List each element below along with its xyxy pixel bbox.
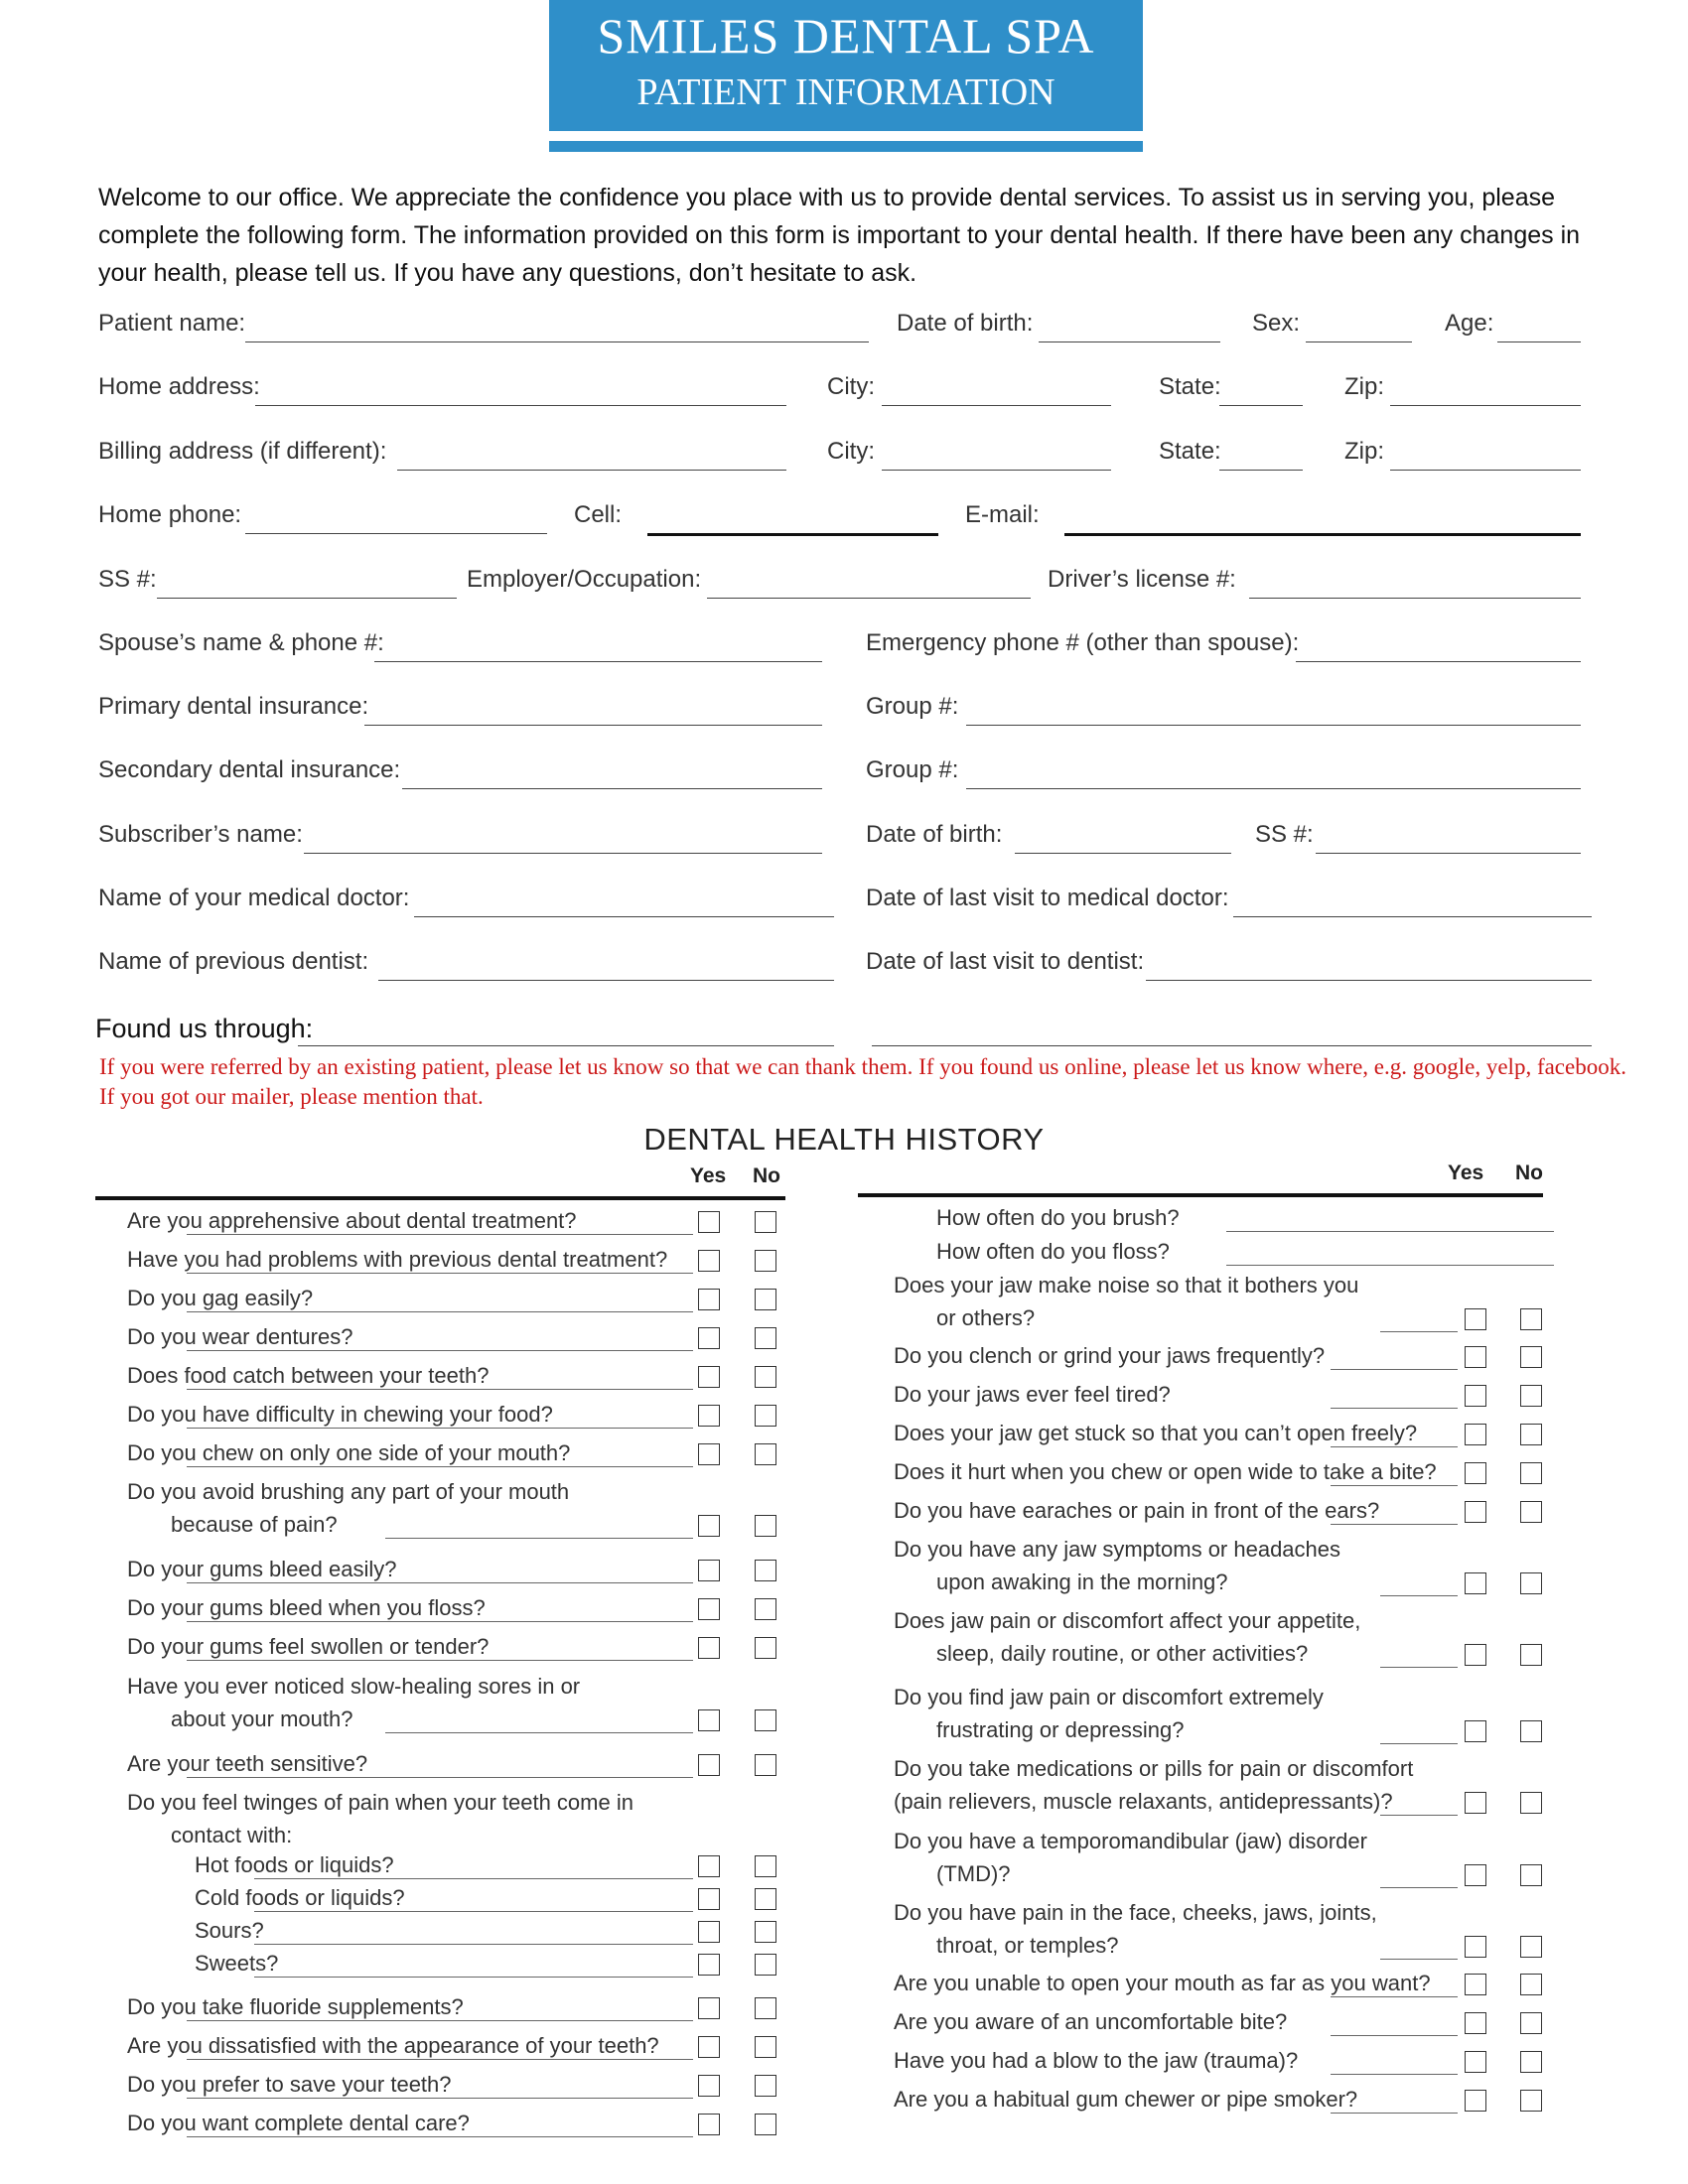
no-checkbox[interactable] xyxy=(1520,1936,1542,1958)
yes-checkbox[interactable] xyxy=(1465,2051,1486,2073)
answer-line xyxy=(187,2059,693,2060)
answer-line xyxy=(187,1660,693,1661)
answer-line xyxy=(187,1273,693,1274)
answer-line xyxy=(1331,2074,1458,2075)
no-checkbox[interactable] xyxy=(755,1754,776,1776)
no-checkbox[interactable] xyxy=(755,1211,776,1233)
question-text: Do you prefer to save your teeth? xyxy=(127,2072,452,2097)
question-text: Do you have pain in the face, cheeks, jaws, joints, xyxy=(894,1900,1377,1925)
billing-zip-input[interactable] xyxy=(1390,470,1581,471)
no-checkbox[interactable] xyxy=(1520,2090,1542,2112)
employer-occupation-input[interactable] xyxy=(707,598,1031,599)
yes-checkbox[interactable] xyxy=(1465,1424,1486,1445)
answer-line xyxy=(187,1350,693,1351)
answer-line xyxy=(254,1944,693,1945)
cell-phone-input[interactable] xyxy=(647,533,938,536)
answer-line xyxy=(187,1389,693,1390)
yes-checkbox[interactable] xyxy=(698,2075,720,2097)
answer-line xyxy=(1331,1996,1458,1997)
found-us-through-label: Found us through: xyxy=(95,1014,314,1043)
question-text: Do your gums bleed easily? xyxy=(127,1557,397,1581)
zip-label: Zip: xyxy=(1344,373,1385,400)
no-checkbox[interactable] xyxy=(755,2036,776,2058)
zip-input[interactable] xyxy=(1390,405,1581,406)
yes-checkbox[interactable] xyxy=(1465,1974,1486,1995)
answer-line xyxy=(1380,1331,1458,1332)
question-text: Have you had a blow to the jaw (trauma)? xyxy=(894,2048,1299,2073)
yes-checkbox[interactable] xyxy=(698,1598,720,1620)
no-checkbox[interactable] xyxy=(755,1921,776,1943)
answer-line xyxy=(1331,1369,1458,1370)
home-address-input[interactable] xyxy=(255,405,786,406)
yes-checkbox[interactable] xyxy=(698,1997,720,2019)
answer-line xyxy=(254,1878,693,1879)
yes-checkbox[interactable] xyxy=(1465,2090,1486,2112)
billing-city-label: City: xyxy=(827,438,875,465)
yes-checkbox[interactable] xyxy=(1465,1936,1486,1958)
right-no-header: No xyxy=(1515,1161,1543,1184)
no-checkbox[interactable] xyxy=(1520,2051,1542,2073)
question-text: Do you feel twinges of pain when your teeth come in xyxy=(127,1790,633,1815)
yes-checkbox[interactable] xyxy=(698,1327,720,1349)
answer-line xyxy=(1380,1887,1458,1888)
yes-checkbox[interactable] xyxy=(698,1855,720,1877)
question-text: Do you have any jaw symptoms or headaches xyxy=(894,1537,1341,1562)
no-checkbox[interactable] xyxy=(1520,1572,1542,1594)
city-input[interactable] xyxy=(882,405,1111,406)
no-checkbox[interactable] xyxy=(755,1598,776,1620)
primary-group-input[interactable] xyxy=(966,725,1581,726)
left-no-header: No xyxy=(753,1164,780,1187)
yes-checkbox[interactable] xyxy=(698,1515,720,1537)
last-medical-visit-input[interactable] xyxy=(1233,916,1592,917)
billing-zip-label: Zip: xyxy=(1344,438,1385,465)
question-text: Sweets? xyxy=(195,1951,279,1976)
question-text: Do you wear dentures? xyxy=(127,1324,353,1349)
question-text-cont: because of pain? xyxy=(171,1512,338,1537)
answer-line xyxy=(1331,2113,1458,2114)
no-checkbox[interactable] xyxy=(755,1289,776,1310)
billing-address-input[interactable] xyxy=(397,470,786,471)
no-checkbox[interactable] xyxy=(1520,1385,1542,1407)
answer-line xyxy=(1331,1446,1458,1447)
no-checkbox[interactable] xyxy=(1520,1424,1542,1445)
question-text-cont: sleep, daily routine, or other activities? xyxy=(936,1641,1309,1666)
no-checkbox[interactable] xyxy=(755,2114,776,2135)
no-checkbox[interactable] xyxy=(755,1515,776,1537)
question-text: Do you have earaches or pain in front of the ears? xyxy=(894,1498,1380,1523)
answer-line xyxy=(187,2098,693,2099)
secondary-insurance-input[interactable] xyxy=(402,788,822,789)
question-text: Do you have difficulty in chewing your food? xyxy=(127,1402,553,1427)
state-input[interactable] xyxy=(1219,405,1303,406)
no-checkbox[interactable] xyxy=(1520,1974,1542,1995)
yes-checkbox[interactable] xyxy=(698,1921,720,1943)
date-of-birth-label: Date of birth: xyxy=(897,310,1034,337)
home-phone-input[interactable] xyxy=(245,533,547,534)
answer-line xyxy=(1380,1667,1458,1668)
subscriber-name-input[interactable] xyxy=(304,853,822,854)
question-text-cont: or others? xyxy=(936,1305,1036,1330)
question-text: Have you had problems with previous dental treatment? xyxy=(127,1247,668,1272)
subscriber-name-label: Subscriber’s name: xyxy=(98,821,303,848)
email-label: E-mail: xyxy=(965,501,1040,528)
right-section-rule xyxy=(858,1193,1543,1197)
question-text-cont: throat, or temples? xyxy=(936,1933,1119,1958)
question-text: Does food catch between your teeth? xyxy=(127,1363,490,1388)
yes-checkbox[interactable] xyxy=(698,1289,720,1310)
question-text: How often do you brush? xyxy=(936,1205,1180,1230)
form-title: PATIENT INFORMATION xyxy=(636,71,1055,113)
home-phone-label: Home phone: xyxy=(98,501,242,528)
question-text: Have you ever noticed slow-healing sores in or xyxy=(127,1674,581,1699)
city-label: City: xyxy=(827,373,875,400)
question-text-cont: (pain relievers, muscle relaxants, antidepressants)? xyxy=(894,1789,1393,1814)
question-text: Cold foods or liquids? xyxy=(195,1885,405,1910)
question-text: Are you dissatisfied with the appearance of your teeth? xyxy=(127,2033,659,2058)
header-rule xyxy=(549,141,1143,152)
answer-line xyxy=(187,1621,693,1622)
yes-checkbox[interactable] xyxy=(698,1888,720,1910)
spouse-name-phone-input[interactable] xyxy=(374,661,822,662)
email-input[interactable] xyxy=(1064,533,1581,536)
answer-line xyxy=(1380,1959,1458,1960)
yes-checkbox[interactable] xyxy=(698,2114,720,2135)
yes-checkbox[interactable] xyxy=(1465,1572,1486,1594)
section-title: DENTAL HEALTH HISTORY xyxy=(643,1122,1045,1157)
question-text: Are you a habitual gum chewer or pipe smoker? xyxy=(894,2087,1358,2112)
no-checkbox[interactable] xyxy=(755,1443,776,1465)
secondary-group-input[interactable] xyxy=(966,788,1581,789)
no-checkbox[interactable] xyxy=(755,1366,776,1388)
header-banner xyxy=(549,0,1143,131)
no-checkbox[interactable] xyxy=(1520,1864,1542,1886)
no-checkbox[interactable] xyxy=(1520,1308,1542,1330)
no-checkbox[interactable] xyxy=(1520,1462,1542,1484)
yes-checkbox[interactable] xyxy=(698,1754,720,1776)
cell-phone-label: Cell: xyxy=(574,501,623,528)
state-label: State: xyxy=(1159,373,1221,400)
yes-checkbox[interactable] xyxy=(1465,1385,1486,1407)
age-input[interactable] xyxy=(1497,341,1581,342)
ss-number-input[interactable] xyxy=(157,598,457,599)
found-us-through-extra-input[interactable] xyxy=(872,1045,1592,1046)
no-checkbox[interactable] xyxy=(1520,1720,1542,1742)
question-text: Are you apprehensive about dental treatment? xyxy=(127,1208,577,1233)
question-text: Do you chew on only one side of your mouth? xyxy=(127,1440,571,1465)
primary-insurance-input[interactable] xyxy=(364,725,822,726)
spouse-name-phone-label: Spouse’s name & phone #: xyxy=(98,629,384,656)
question-text: Are your teeth sensitive? xyxy=(127,1751,368,1776)
secondary-group-label: Group #: xyxy=(866,756,959,783)
primary-insurance-label: Primary dental insurance: xyxy=(98,693,369,720)
no-checkbox[interactable] xyxy=(755,1709,776,1731)
patient-name-input[interactable] xyxy=(245,341,869,342)
left-yes-header: Yes xyxy=(690,1164,727,1187)
left-section-rule xyxy=(95,1196,785,1200)
question-text: Do your gums bleed when you floss? xyxy=(127,1595,486,1620)
sex-label: Sex: xyxy=(1252,310,1301,337)
home-address-label: Home address: xyxy=(98,373,260,400)
question-text: Sours? xyxy=(195,1918,264,1943)
answer-line xyxy=(385,1538,693,1539)
yes-checkbox[interactable] xyxy=(698,1366,720,1388)
yes-checkbox[interactable] xyxy=(1465,1501,1486,1523)
yes-checkbox[interactable] xyxy=(698,1709,720,1731)
emergency-phone-input[interactable] xyxy=(1296,661,1581,662)
question-text: Do you clench or grind your jaws frequently? xyxy=(894,1343,1326,1368)
yes-checkbox[interactable] xyxy=(698,1560,720,1581)
answer-line xyxy=(1331,1408,1458,1409)
answer-line[interactable] xyxy=(1226,1231,1554,1232)
yes-checkbox[interactable] xyxy=(698,1954,720,1976)
question-text-cont: (TMD)? xyxy=(936,1861,1011,1886)
question-text: Do you take medications or pills for pain or discomfort xyxy=(894,1756,1414,1781)
yes-checkbox[interactable] xyxy=(1465,1308,1486,1330)
no-checkbox[interactable] xyxy=(1520,1644,1542,1666)
no-checkbox[interactable] xyxy=(755,1250,776,1272)
question-text: Hot foods or liquids? xyxy=(195,1852,394,1877)
question-text: Do you avoid brushing any part of your mouth xyxy=(127,1479,570,1504)
answer-line xyxy=(254,1977,693,1978)
question-text: Does your jaw get stuck so that you can’t open freely? xyxy=(894,1421,1418,1445)
medical-doctor-label: Name of your medical doctor: xyxy=(98,885,410,911)
referral-note: If you were referred by an existing patient, please let us know so that we can thank them. If you found us online, please let us know where, e.g. google, yelp, facebook. If you got our mailer, please mention that. xyxy=(99,1054,1626,1109)
answer-line xyxy=(1380,1743,1458,1744)
no-checkbox[interactable] xyxy=(755,1855,776,1877)
previous-dentist-input[interactable] xyxy=(378,980,834,981)
age-label: Age: xyxy=(1445,310,1494,337)
no-checkbox[interactable] xyxy=(755,2075,776,2097)
subscriber-ss-input[interactable] xyxy=(1316,853,1581,854)
question-text: Do you gag easily? xyxy=(127,1286,314,1310)
answer-line xyxy=(1331,1524,1458,1525)
question-text-cont: upon awaking in the morning? xyxy=(936,1570,1228,1594)
no-checkbox[interactable] xyxy=(1520,1792,1542,1814)
billing-state-label: State: xyxy=(1159,438,1221,465)
yes-checkbox[interactable] xyxy=(698,1405,720,1427)
question-text: Do you have a temporomandibular (jaw) disorder xyxy=(894,1829,1367,1853)
no-checkbox[interactable] xyxy=(755,1888,776,1910)
answer-line xyxy=(187,1234,693,1235)
ss-number-label: SS #: xyxy=(98,566,157,593)
yes-checkbox[interactable] xyxy=(1465,1792,1486,1814)
answer-line xyxy=(254,1911,693,1912)
intro-paragraph: Welcome to our office. We appreciate the confidence you place with us to provide dental services. To assist us in serving you, please complete the following form. The information provided on this form is important to your dental health. If there have been any changes in your health, please tell us. If you have any questions, don’t hesitate to ask. xyxy=(98,184,1581,287)
no-checkbox[interactable] xyxy=(755,1327,776,1349)
answer-line xyxy=(187,1582,693,1583)
no-checkbox[interactable] xyxy=(1520,1501,1542,1523)
medical-doctor-input[interactable] xyxy=(414,916,834,917)
no-checkbox[interactable] xyxy=(1520,1346,1542,1368)
question-text: How often do you floss? xyxy=(936,1239,1170,1264)
yes-checkbox[interactable] xyxy=(1465,2012,1486,2034)
answer-line xyxy=(187,1777,693,1778)
answer-line xyxy=(1331,2035,1458,2036)
no-checkbox[interactable] xyxy=(755,1997,776,2019)
last-dentist-visit-label: Date of last visit to dentist: xyxy=(866,948,1145,975)
previous-dentist-label: Name of previous dentist: xyxy=(98,948,369,975)
question-text: Does your jaw make noise so that it bothers you xyxy=(894,1273,1359,1297)
answer-line[interactable] xyxy=(1226,1265,1554,1266)
no-checkbox[interactable] xyxy=(755,1637,776,1659)
answer-line xyxy=(187,2136,693,2137)
question-text: Do you want complete dental care? xyxy=(127,2111,470,2135)
drivers-license-label: Driver’s license #: xyxy=(1048,566,1236,593)
billing-address-label: Billing address (if different): xyxy=(98,438,387,465)
question-text: Does it hurt when you chew or open wide to take a bite? xyxy=(894,1459,1437,1484)
last-medical-visit-label: Date of last visit to medical doctor: xyxy=(866,885,1229,911)
yes-checkbox[interactable] xyxy=(1465,1346,1486,1368)
yes-checkbox[interactable] xyxy=(1465,1644,1486,1666)
yes-checkbox[interactable] xyxy=(1465,1720,1486,1742)
answer-line xyxy=(1380,1815,1458,1816)
question-text: Does jaw pain or discomfort affect your appetite, xyxy=(894,1608,1361,1633)
billing-state-input[interactable] xyxy=(1219,470,1303,471)
answer-line xyxy=(187,1428,693,1429)
answer-line xyxy=(187,1466,693,1467)
last-dentist-visit-input[interactable] xyxy=(1146,980,1592,981)
practice-title: SMILES DENTAL SPA xyxy=(597,8,1095,64)
answer-line xyxy=(1331,1485,1458,1486)
employer-occupation-label: Employer/Occupation: xyxy=(467,566,702,593)
yes-checkbox[interactable] xyxy=(698,1250,720,1272)
yes-checkbox[interactable] xyxy=(698,2036,720,2058)
billing-city-input[interactable] xyxy=(882,470,1111,471)
drivers-license-input[interactable] xyxy=(1249,598,1581,599)
question-text: Do your gums feel swollen or tender? xyxy=(127,1634,490,1659)
question-text: Do you take fluoride supplements? xyxy=(127,1994,464,2019)
patient-name-label: Patient name: xyxy=(98,310,246,337)
found-us-through-input[interactable] xyxy=(298,1045,834,1046)
date-of-birth-input[interactable] xyxy=(1039,341,1220,342)
yes-checkbox[interactable] xyxy=(698,1211,720,1233)
question-text: Are you unable to open your mouth as far as you want? xyxy=(894,1971,1431,1995)
yes-checkbox[interactable] xyxy=(698,1637,720,1659)
question-text-cont: contact with: xyxy=(171,1823,293,1847)
answer-line xyxy=(187,1311,693,1312)
answer-line xyxy=(385,1732,693,1733)
answer-line xyxy=(1380,1595,1458,1596)
yes-checkbox[interactable] xyxy=(698,1443,720,1465)
yes-checkbox[interactable] xyxy=(1465,1462,1486,1484)
right-yes-header: Yes xyxy=(1448,1161,1484,1184)
secondary-insurance-label: Secondary dental insurance: xyxy=(98,756,401,783)
question-text-cont: frustrating or depressing? xyxy=(936,1717,1185,1742)
yes-checkbox[interactable] xyxy=(1465,1864,1486,1886)
sex-input[interactable] xyxy=(1306,341,1412,342)
subscriber-dob-label: Date of birth: xyxy=(866,821,1003,848)
no-checkbox[interactable] xyxy=(755,1954,776,1976)
no-checkbox[interactable] xyxy=(755,1405,776,1427)
subscriber-ss-label: SS #: xyxy=(1255,821,1314,848)
no-checkbox[interactable] xyxy=(755,1560,776,1581)
question-text: Do you find jaw pain or discomfort extremely xyxy=(894,1685,1324,1709)
subscriber-dob-input[interactable] xyxy=(1015,853,1231,854)
question-text-cont: about your mouth? xyxy=(171,1706,353,1731)
question-text: Are you aware of an uncomfortable bite? xyxy=(894,2009,1288,2034)
no-checkbox[interactable] xyxy=(1520,2012,1542,2034)
answer-line xyxy=(187,2020,693,2021)
question-text: Do your jaws ever feel tired? xyxy=(894,1382,1171,1407)
emergency-phone-label: Emergency phone # (other than spouse): xyxy=(866,629,1300,656)
primary-group-label: Group #: xyxy=(866,693,959,720)
